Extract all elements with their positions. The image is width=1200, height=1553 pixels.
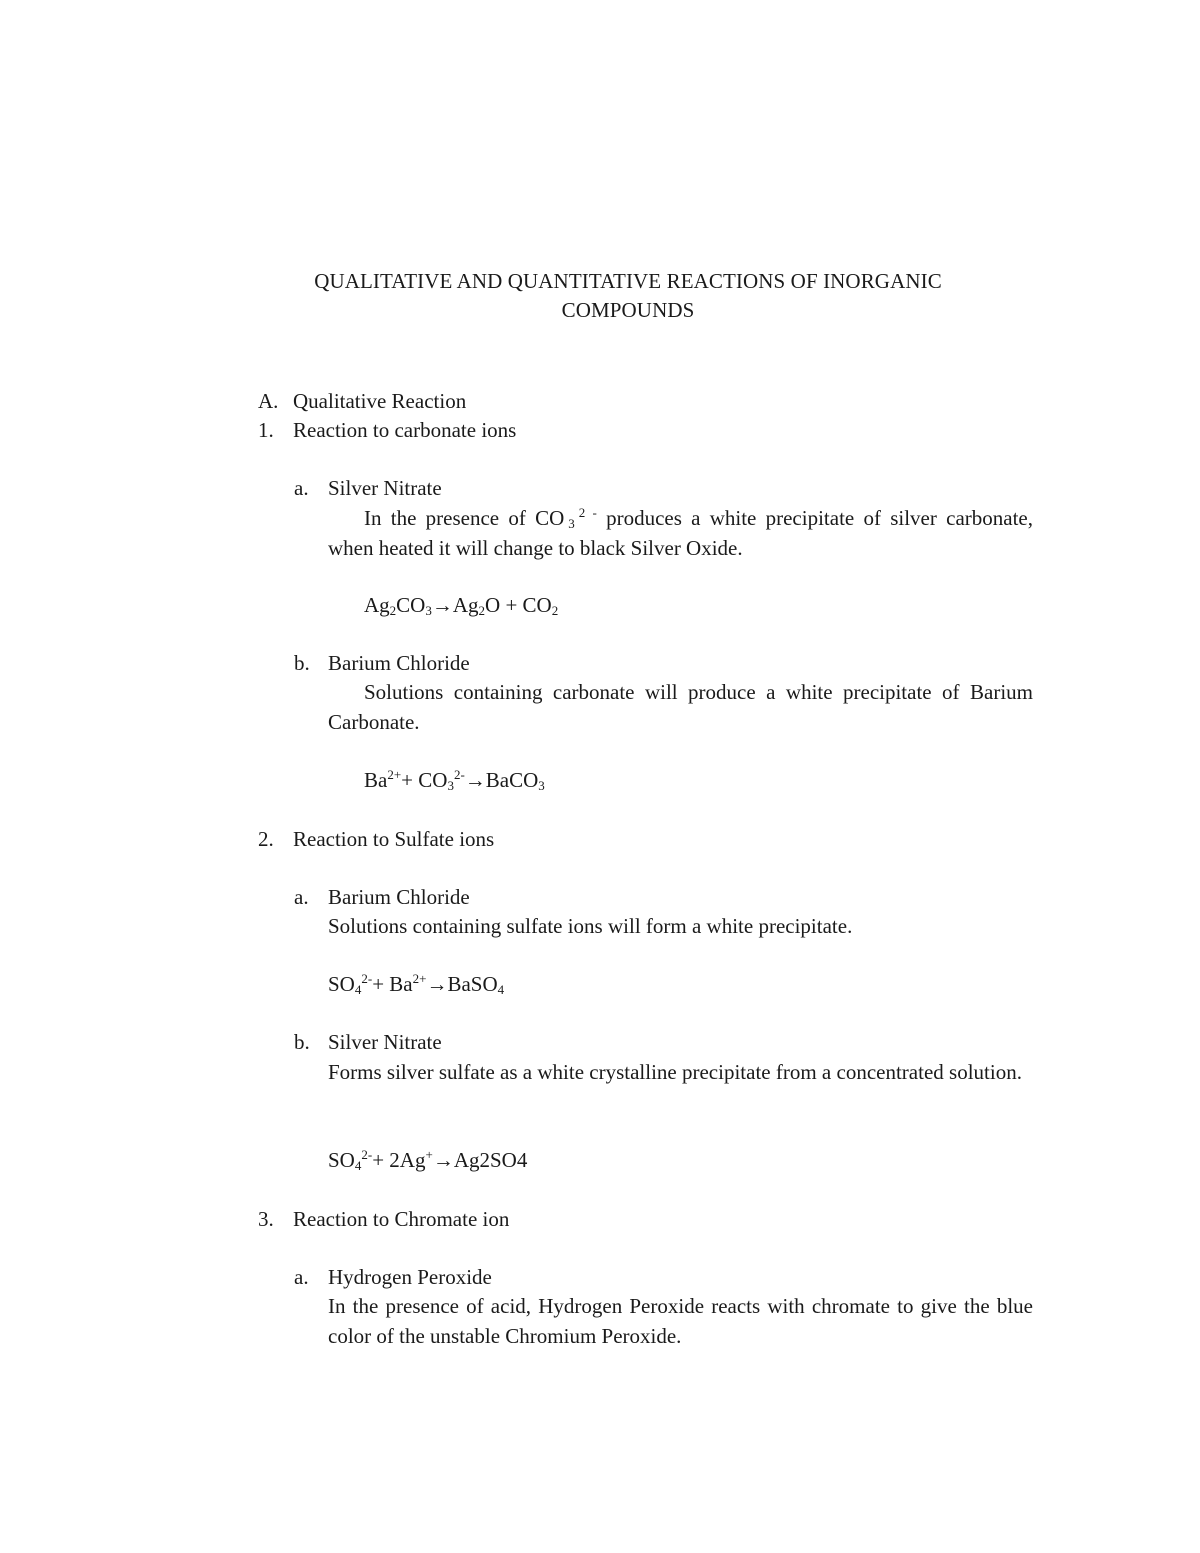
equation-2b: $SO_4^{2-}+ 2Ag^+\to Ag2SO4$	[328, 1147, 528, 1173]
item-2-marker: 2.	[258, 827, 274, 851]
item-1-marker: 1.	[258, 418, 274, 442]
equation-1b: $Ba^{2+}+$ $CO_3^{2-}\to BaCO_3$	[364, 767, 545, 793]
item-2a-paragraph: Solutions containing sulfate ions will form a white precipitate.	[328, 914, 853, 938]
item-1a-marker: a.	[294, 476, 309, 500]
item-1a-text-after: produces a white precipitate of silver carbonate, when heated it will change to black Silver Oxide.	[328, 506, 1033, 560]
item-1-label: Reaction to carbonate ions	[293, 418, 517, 442]
item-3a-marker: a.	[294, 1265, 309, 1289]
document-title	[250, 267, 1006, 325]
item-1b-heading: Barium Chloride	[328, 651, 470, 675]
item-1a-text-before: In the presence of CO	[364, 506, 565, 530]
item-1a-paragraph	[328, 504, 1033, 563]
item-1b-marker: b.	[294, 651, 310, 675]
item-1a-text-sub: 3	[568, 516, 575, 531]
item-2a-heading: Barium Chloride	[328, 885, 470, 909]
item-2a-marker: a.	[294, 885, 309, 909]
item-3-marker: 3.	[258, 1207, 274, 1231]
item-1a-text-sup: 2 -	[578, 505, 597, 520]
item-2b-heading: Silver Nitrate	[328, 1030, 442, 1054]
item-1b-paragraph: Solutions containing carbonate will produce a white precipitate of Barium Carbonate.	[328, 680, 1033, 734]
item-2-label: Reaction to Sulfate ions	[293, 827, 495, 851]
equation-2a: $SO_4^{2-}+$ $Ba^{2+}\to BaSO_4$	[328, 971, 505, 997]
section-a-marker: A.	[258, 389, 279, 413]
section-a-label: Qualitative Reaction	[293, 389, 467, 413]
equation-1a: $Ag_2CO_3\to Ag_2O + CO_2$	[364, 593, 559, 618]
item-3a-paragraph: In the presence of acid, Hydrogen Peroxide reacts with chromate to give the blue color of the unstable Chromium Peroxide.	[328, 1294, 1033, 1348]
item-2b-paragraph: Forms silver sulfate as a white crystalline precipitate from a concentrated solution.	[328, 1060, 1022, 1084]
item-1a-heading: Silver Nitrate	[328, 476, 442, 500]
item-3-label: Reaction to Chromate ion	[293, 1207, 510, 1231]
title-line-1: QUALITATIVE AND QUANTITATIVE REACTIONS OF INORGANIC	[314, 269, 942, 293]
item-3a-heading: Hydrogen Peroxide	[328, 1265, 492, 1289]
title-line-2: COMPOUNDS	[561, 298, 695, 322]
item-2b-marker: b.	[294, 1030, 310, 1054]
